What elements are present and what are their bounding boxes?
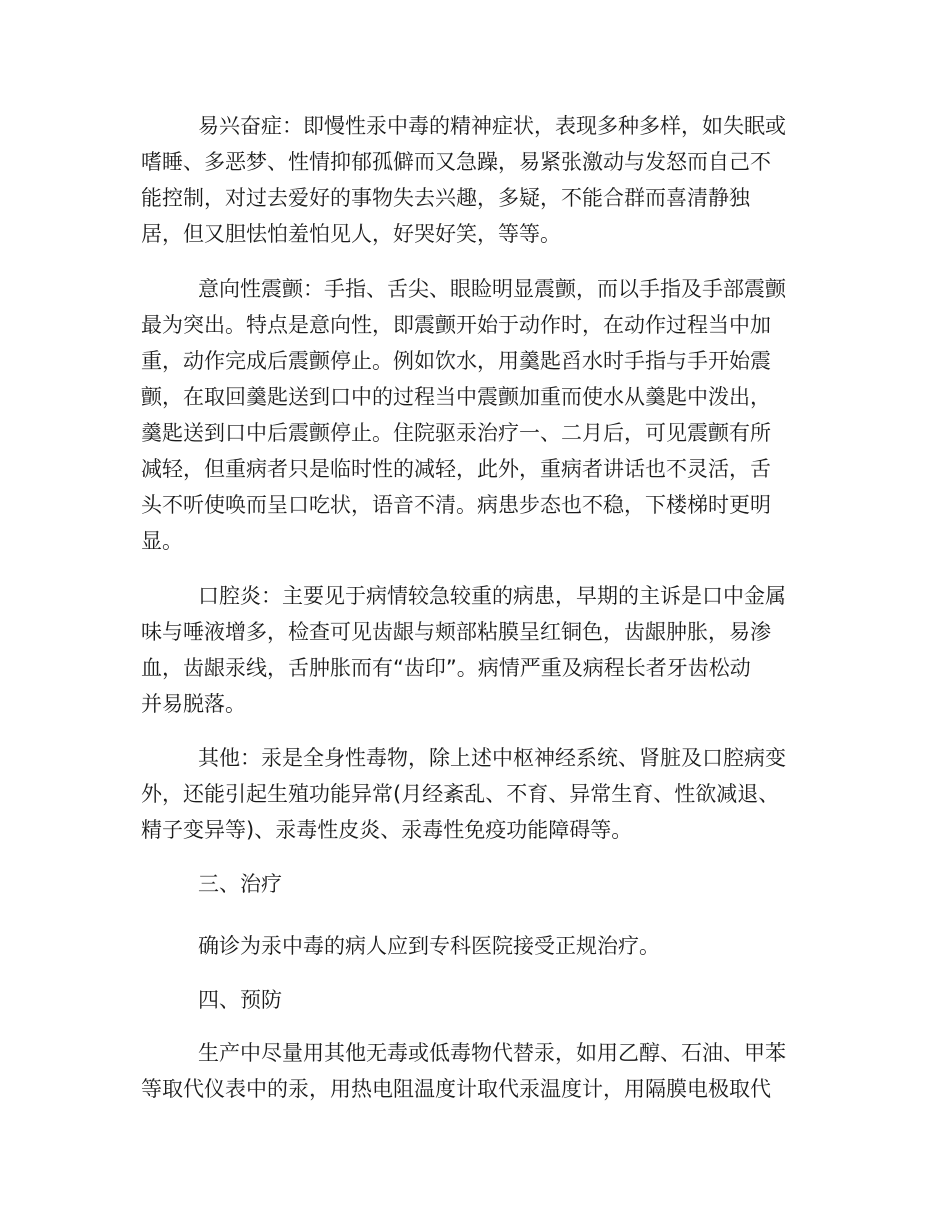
text-line: 等取代仪表中的汞，用热电阻温度计取代汞温度计，用隔膜电极取代 [141,1077,771,1101]
text-line: 生产中尽量用其他无毒或低毒物代替汞，如用乙醇、石油、甲苯 [198,1041,786,1065]
text-line: 并易脱落。 [141,692,246,716]
text-line: 减轻，但重病者只是临时性的减轻，此外，重病者讲话也不灵活，舌 [141,457,771,481]
text-line: 易兴奋症：即慢性汞中毒的精神症状，表现多种多样，如失眠或 [198,114,786,138]
text-line: 意向性震颤：手指、舌尖、眼睑明显震颤，而以手指及手部震颤 [198,277,786,301]
text-line: 最为突出。特点是意向性，即震颤开始于动作时，在动作过程当中加 [141,313,771,337]
text-line: 羹匙送到口中后震颤停止。住院驱汞治疗一、二月后，可见震颤有所 [141,421,771,445]
text-line: 血，齿龈汞线，舌肿胀而有“齿印”。病情严重及病程长者牙齿松动 [141,656,751,680]
text-line: 其他：汞是全身性毒物，除上述中枢神经系统、肾脏及口腔病变 [198,746,786,770]
text-line: 味与唾液增多，检查可见齿龈与颊部粘膜呈红铜色，齿龈肿胀，易渗 [141,620,771,644]
text-line: 显。 [141,529,183,553]
text-line: 重，动作完成后震颤停止。例如饮水，用羹匙舀水时手指与手开始震 [141,349,771,373]
section-heading: 三、治疗 [198,872,282,896]
text-line: 嗜睡、多恶梦、性情抑郁孤僻而又急躁，易紧张激动与发怒而自己不 [141,150,771,174]
section-heading: 四、预防 [198,988,282,1012]
text-line: 精子变异等)、汞毒性皮炎、汞毒性免疫功能障碍等。 [141,818,633,842]
text-line: 外，还能引起生殖功能异常(月经紊乱、不育、异常生育、性欲减退、 [141,782,780,806]
text-line: 居，但又胆怯怕羞怕见人，好哭好笑，等等。 [141,222,561,246]
text-line: 能控制，对过去爱好的事物失去兴趣，多疑，不能合群而喜清静独 [141,186,750,210]
text-line: 口腔炎：主要见于病情较急较重的病患，早期的主诉是口中金属 [198,584,786,608]
text-line: 确诊为汞中毒的病人应到专科医院接受正规治疗。 [198,934,660,958]
text-line: 颤，在取回羹匙送到口中的过程当中震颤加重而使水从羹匙中泼出， [141,385,771,409]
text-line: 头不听使唤而呈口吃状，语音不清。病患步态也不稳，下楼梯时更明 [141,493,771,517]
